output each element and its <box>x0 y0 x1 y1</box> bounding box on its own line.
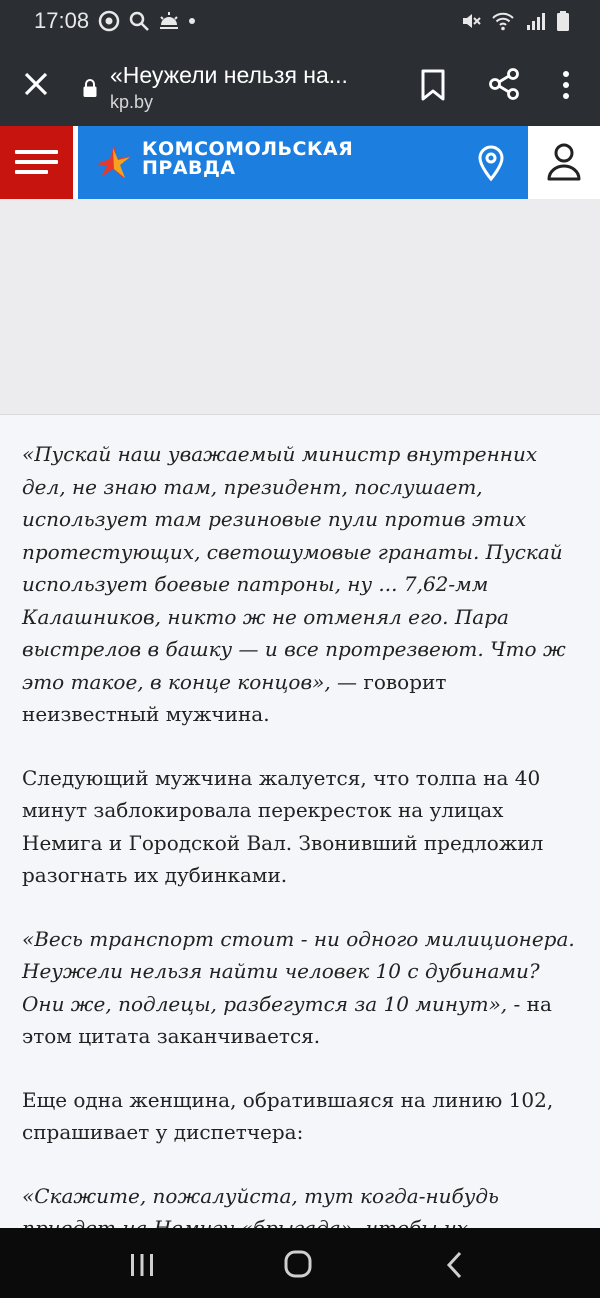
lock-icon <box>82 78 98 98</box>
article-paragraph <box>22 923 578 1053</box>
share-icon[interactable] <box>486 66 522 102</box>
user-button[interactable] <box>528 126 600 199</box>
page-title: «Неужели нельзя на... <box>110 62 348 88</box>
status-bar <box>0 0 600 44</box>
attribution: - на этом цитата заканчивается. <box>22 991 552 1048</box>
mute-icon <box>460 10 482 32</box>
weather-icon <box>158 10 180 32</box>
status-system-icons <box>460 10 570 32</box>
chrome-icon <box>98 10 120 32</box>
battery-icon <box>556 10 570 32</box>
ad-placeholder <box>0 199 600 415</box>
article-paragraph: Следующий мужчина жалуется, что толпа на 40 минут заблокировала перекресток на улицах Немига и Городской Вал. Звонивший предложил разогнать их дубинками. <box>22 765 544 887</box>
logo-line2: ПРАВДА <box>142 157 236 179</box>
search-icon <box>128 10 150 32</box>
quote: «Скажите, пожалуйста, тут когда-нибудь <box>22 1183 499 1208</box>
back-icon[interactable] <box>444 1250 464 1280</box>
quote: «Весь транспорт стоит - ни одного милиционера. Неужели нельзя найти человек 10 с дубинами? Они же, подлецы, разбегутся за 10 минут», <box>22 926 575 1016</box>
site-header <box>0 126 600 199</box>
menu-line-icon <box>15 170 48 174</box>
logo-star-icon[interactable] <box>94 142 132 182</box>
close-icon[interactable] <box>18 66 54 102</box>
dot-icon <box>188 17 196 25</box>
status-time: 17:08 <box>34 8 90 33</box>
status-notification-icons <box>98 10 196 32</box>
page-url: kp.by <box>110 92 154 112</box>
logo[interactable] <box>142 140 353 178</box>
more-options-icon[interactable] <box>556 68 576 102</box>
attribution: — говорит неизвестный мужчина. <box>22 669 447 726</box>
logo-line1: КОМСОМОЛЬСКАЯ <box>142 138 354 160</box>
user-icon <box>546 142 582 182</box>
brand-bar <box>78 126 528 199</box>
article-body <box>22 438 578 1298</box>
article-paragraph <box>22 438 578 731</box>
quote: «Пускай наш уважаемый министр внутренних дел, не знаю там, президент, послушает, использует там резиновые пули против этих протестующих, светошумовые гранаты. Пускай использует боевые патроны, ну ... 7,62-мм Калашников, никто ж не отменял его. Пара выстрелов в башку — и все протрезвеют. Что ж это такое, в конце концов», <box>22 442 566 694</box>
recent-apps-icon[interactable] <box>128 1252 156 1278</box>
browser-toolbar <box>0 44 600 126</box>
menu-button[interactable] <box>0 126 73 199</box>
menu-line-icon <box>15 150 58 154</box>
menu-line-icon <box>15 160 58 164</box>
location-pin-icon[interactable] <box>474 144 508 182</box>
bookmark-icon[interactable] <box>418 68 448 102</box>
wifi-icon <box>492 10 514 32</box>
home-icon[interactable] <box>284 1250 312 1278</box>
system-nav-bar <box>0 1228 600 1298</box>
article-paragraph: Еще одна женщина, обратившаяся на линию 102, спрашивает у диспетчера: <box>22 1087 554 1144</box>
signal-icon <box>524 10 546 32</box>
